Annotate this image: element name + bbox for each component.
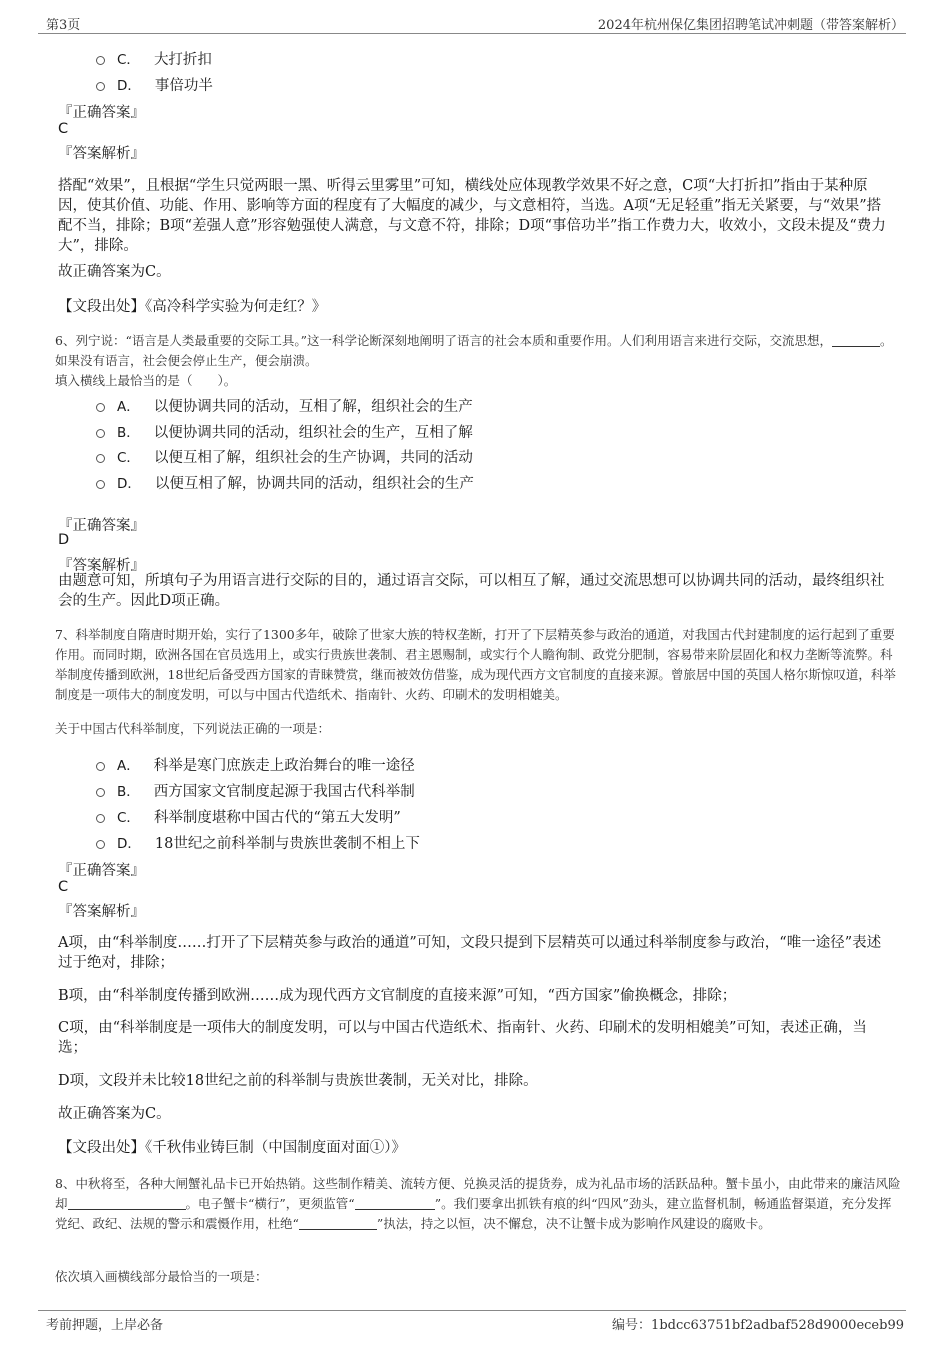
q6-answer: D [58, 532, 70, 548]
page-number: 第3页 [46, 18, 81, 33]
q7-analysis-c: C项，由“科举制度是一项伟大的制度发明，可以与中国古代造纸术、指南针、火药、印刷术的发明相媲美”可知，表述正确，当选； [58, 1020, 867, 1056]
document-title: 2024年杭州保亿集团招聘笔试冲刺题（带答案解析） [597, 18, 904, 33]
q6-analysis: 由题意可知，所填句子为用语言进行交际的目的，通过语言交际，可以相互了解，通过交流思想可以协调共同的活动，最终组织社会的生产。因此D项正确。 [58, 573, 885, 609]
fill-blank [68, 1195, 186, 1210]
q5-analysis-heading: 『答案解析』 [58, 146, 145, 162]
radio-icon[interactable] [96, 788, 105, 797]
q7-answer-heading: 『正确答案』 [58, 863, 145, 879]
q8-stem: 8、中秋将至，各种大闸蟹礼品卡已开始热销。这些制作精美、流转方便、兑换灵活的提货券，成为礼品市场的活跃品种。蟹卡虽小，由此带来的廉洁风险却 。电子蟹卡“横行”，更须监管“ ”。我们要拿出抓铁有痕的纠“四风”劲头，建立监督机制，畅通监督渠道，充分发挥党纪、政纪、法规的警示和震慑作用，杜绝“ ”执法，持之以恒，决不懈怠，决不让蟹卡成为影响作风建设的腐败卡。 [55, 1176, 901, 1231]
q7-stem: 7、科举制度自隋唐时期开始，实行了1300多年，破除了世家大族的特权垄断，打开了下层精英参与政治的通道，对我国古代封建制度的运行起到了重要作用。而同时期，欧洲各国在官员选用上，或实行贵族世袭制、君主恩赐制，或实行个人瞻徇制、政党分肥制，容易带来阶层固化和权力垄断等流弊。科举制度传播到欧洲，18世纪后备受西方国家的青睐赞赏，继而被效仿借鉴，成为现代西方文官制度的直接来源。曾旅居中国的英国人格尔斯惊叹道，科举制度是一项伟大的制度发明，可以与中国古代造纸术、指南针、火药、印刷术的发明相媲美。 [55, 627, 896, 702]
q8-prompt: 依次填入画横线部分最恰当的一项是： [55, 1269, 268, 1284]
radio-icon[interactable] [96, 56, 105, 65]
fill-blank [299, 1215, 377, 1230]
q6-option-d[interactable]: D． 以便互相了解，协调共同的活动，组织社会的生产 [96, 472, 474, 493]
q5-answer: C [58, 121, 69, 137]
q5-answer-heading: 『正确答案』 [58, 105, 145, 121]
radio-icon[interactable] [96, 429, 105, 438]
q6-analysis-heading: 『答案解析』 [58, 558, 145, 574]
header-divider [38, 33, 906, 34]
q6-prompt: 填入横线上最恰当的是（ ）。 [55, 373, 237, 388]
q7-option-a[interactable]: A． 科举是寒门庶族走上政治舞台的唯一途径 [96, 754, 415, 775]
q7-analysis-a: A项，由“科举制度……打开了下层精英参与政治的通道”可知，文段只提到下层精英可以通过科举制度参与政治，“唯一途径”表述过于绝对，排除； [58, 935, 882, 971]
document-id: 编号：1bdcc63751bf2adbaf528d9000eceb99 [612, 1318, 904, 1333]
radio-icon[interactable] [96, 82, 105, 91]
q7-option-d[interactable]: D． 18世纪之前科举制与贵族世袭制不相上下 [96, 832, 420, 853]
q6-stem: 6、列宁说：“语言是人类最重要的交际工具。”这一科学论断深刻地阐明了语言的社会本质和重要作用。人们利用语言来进行交际，交流思想， 。如果没有语言，社会便会停止生产，便会崩溃。 [55, 333, 893, 368]
q6-option-a[interactable]: A． 以便协调共同的活动，互相了解，组织社会的生产 [96, 395, 473, 416]
q7-analysis-d: D项，文段并未比较18世纪之前的科举制与贵族世袭制，无关对比，排除。 [58, 1073, 538, 1089]
q6-option-c[interactable]: C． 以便互相了解，组织社会的生产协调，共同的活动 [96, 446, 473, 467]
radio-icon[interactable] [96, 814, 105, 823]
footer-divider [38, 1310, 906, 1311]
fill-blank [355, 1195, 435, 1210]
q6-option-b[interactable]: B． 以便协调共同的活动，组织社会的生产，互相了解 [96, 421, 473, 442]
q5-option-d[interactable]: D． 事倍功半 [96, 74, 213, 95]
radio-icon[interactable] [96, 762, 105, 771]
q7-answer: C [58, 879, 69, 895]
q5-option-c[interactable]: C． 大打折扣 [96, 48, 212, 69]
q7-analysis-b: B项，由“科举制度传播到欧洲……成为现代西方文官制度的直接来源”可知，“西方国家”偷换概念，排除； [58, 988, 737, 1004]
q5-source: 【文段出处】《高冷科学实验为何走红？》 [58, 299, 327, 315]
radio-icon[interactable] [96, 480, 105, 489]
q7-prompt: 关于中国古代科举制度，下列说法正确的一项是： [55, 721, 331, 736]
radio-icon[interactable] [96, 454, 105, 463]
q5-conclusion: 故正确答案为C。 [58, 264, 171, 280]
q7-analysis-heading: 『答案解析』 [58, 904, 145, 920]
footer-slogan: 考前押题，上岸必备 [46, 1318, 164, 1333]
q7-option-b[interactable]: B． 西方国家文官制度起源于我国古代科举制 [96, 780, 415, 801]
radio-icon[interactable] [96, 403, 105, 412]
fill-blank [832, 332, 880, 347]
q6-answer-heading: 『正确答案』 [58, 518, 145, 534]
radio-icon[interactable] [96, 840, 105, 849]
q7-conclusion: 故正确答案为C。 [58, 1106, 171, 1122]
q7-source: 【文段出处】《千秋伟业铸巨制（中国制度面对面①）》 [58, 1140, 406, 1156]
q5-analysis: 搭配“效果”，且根据“学生只觉两眼一黑、听得云里雾里”可知，横线处应体现教学效果不好之意，C项“大打折扣”指由于某种原因，使其价值、功能、作用、影响等方面的程度有了大幅度的减少，与文意相符，当选。A项“无足轻重”指无关紧要，与“效果”搭配不当，排除；B项“差强人意”形容勉强使人满意，与文意不符，排除；D项“事倍功半”指工作费力大，收效小，文段未提及“费力大”，排除。 [58, 178, 886, 254]
q7-option-c[interactable]: C． 科举制度堪称中国古代的“第五大发明” [96, 806, 401, 827]
